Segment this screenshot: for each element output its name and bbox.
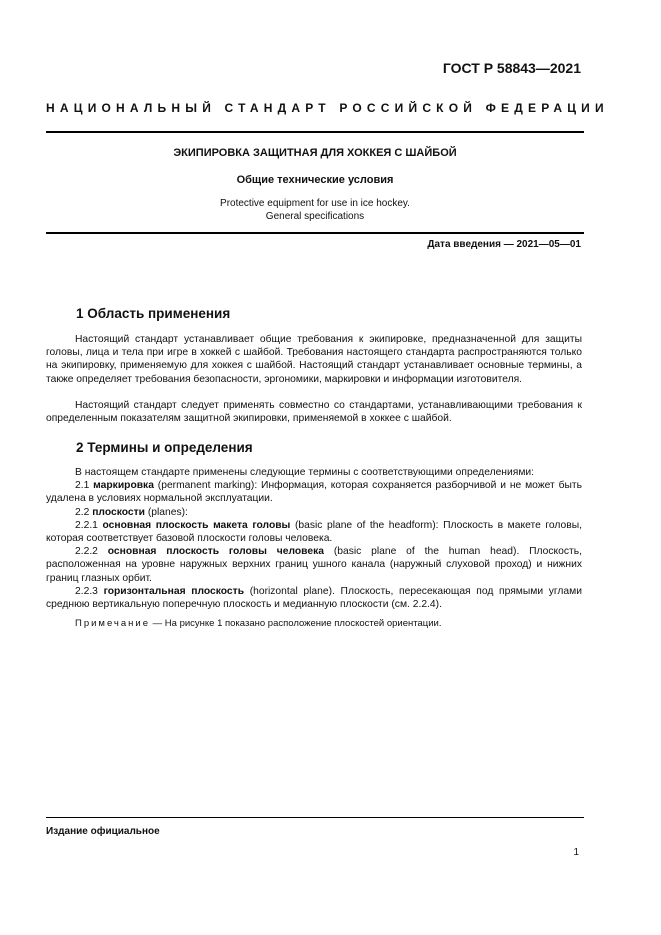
section1-p2-text: Настоящий стандарт следует применять совместно со стандартами, устанавливающими требования к определенным показателям защитной экипировки, применяемой в хоккее с шайбой. xyxy=(46,400,582,425)
note xyxy=(75,618,442,629)
term-2-2-1-name: основная плоскость макета головы xyxy=(102,519,291,531)
term-2-1: 2.1 маркировка (permanent marking): Информация, которая сохраняется разборчивой и не может быть удалена в условиях нормальной эксплуатации. xyxy=(46,480,582,505)
term-2-2-2-name: основная плоскость головы человека xyxy=(107,546,324,558)
page-number: 1 xyxy=(573,847,579,858)
document-subtitle: Общие технические условия xyxy=(236,174,394,186)
note-text: — На рисунке 1 показано расположение плоскостей ориентации. xyxy=(152,618,442,629)
note-label: Примечание xyxy=(75,618,150,629)
term-2-1-name: маркировка xyxy=(93,480,154,492)
section1-paragraph1 xyxy=(46,333,582,386)
term-2-2-3: 2.2.3 горизонтальная плоскость (horizontal plane). Плоскость, пересекающая под прямыми углами среднюю вертикальную поперечную плоскость и медианную плоскости (см. 2.2.4). xyxy=(46,585,582,611)
official-edition-label: Издание официальное xyxy=(46,826,160,837)
introduction-date: Дата введения — 2021—05—01 xyxy=(427,239,581,250)
term-2-2-name: плоскости xyxy=(92,506,145,518)
section1-p1-text: Настоящий стандарт устанавливает общие требования к экипировке, предназначенной для защиты головы, лица и тела при игре в хоккей с шайбой. Требования настоящего стандарта распространяются только на экипировку, применяемую для хоккея с шайбой. Настоящий стандарт устанавливает основные термины, а также определяет требования безопасности, эргономики, маркировки и информации изготовителя. xyxy=(46,334,582,385)
term-2-2: 2.2 плоскости (planes): xyxy=(75,506,188,518)
header-rule xyxy=(46,131,584,133)
section2-heading: 2 Термины и определения xyxy=(76,440,253,455)
term-2-2-2: 2.2.2 основная плоскость головы человека (basic plane of the human head). Плоскость, расположенная на уровне наружных верхних границ ушного канала (наружный слуховой проход) и нижних границ глазных орбит. xyxy=(46,546,582,584)
section1-heading: 1 Область применения xyxy=(76,306,231,321)
term-2-2-1: 2.2.1 основная плоскость макета головы (basic plane of the headform): Плоскость в макете головы, которая соответствует базовой плоскости головы человека. xyxy=(46,519,582,545)
national-standard-label: НАЦИОНАЛЬНЫЙ СТАНДАРТ РОССИЙСКОЙ ФЕДЕРАЦИИ xyxy=(46,101,609,115)
standard-number: ГОСТ Р 58843—2021 xyxy=(442,60,581,76)
footer-rule xyxy=(46,817,584,818)
english-title-line1: Protective equipment for use in ice hockey. xyxy=(220,198,410,209)
document-title: ЭКИПИРОВКА ЗАЩИТНАЯ ДЛЯ ХОККЕЯ С ШАЙБОЙ xyxy=(173,147,457,159)
term-2-2-3-name: горизонтальная плоскость xyxy=(103,585,245,597)
section2-body xyxy=(46,466,582,611)
title-rule xyxy=(46,232,584,234)
english-title-line2: General specifications xyxy=(265,210,365,222)
section2-intro: В настоящем стандарте применены следующие термины с соответствующими определениями: xyxy=(75,467,535,478)
english-title xyxy=(46,198,584,223)
section1-paragraph2 xyxy=(46,399,582,425)
